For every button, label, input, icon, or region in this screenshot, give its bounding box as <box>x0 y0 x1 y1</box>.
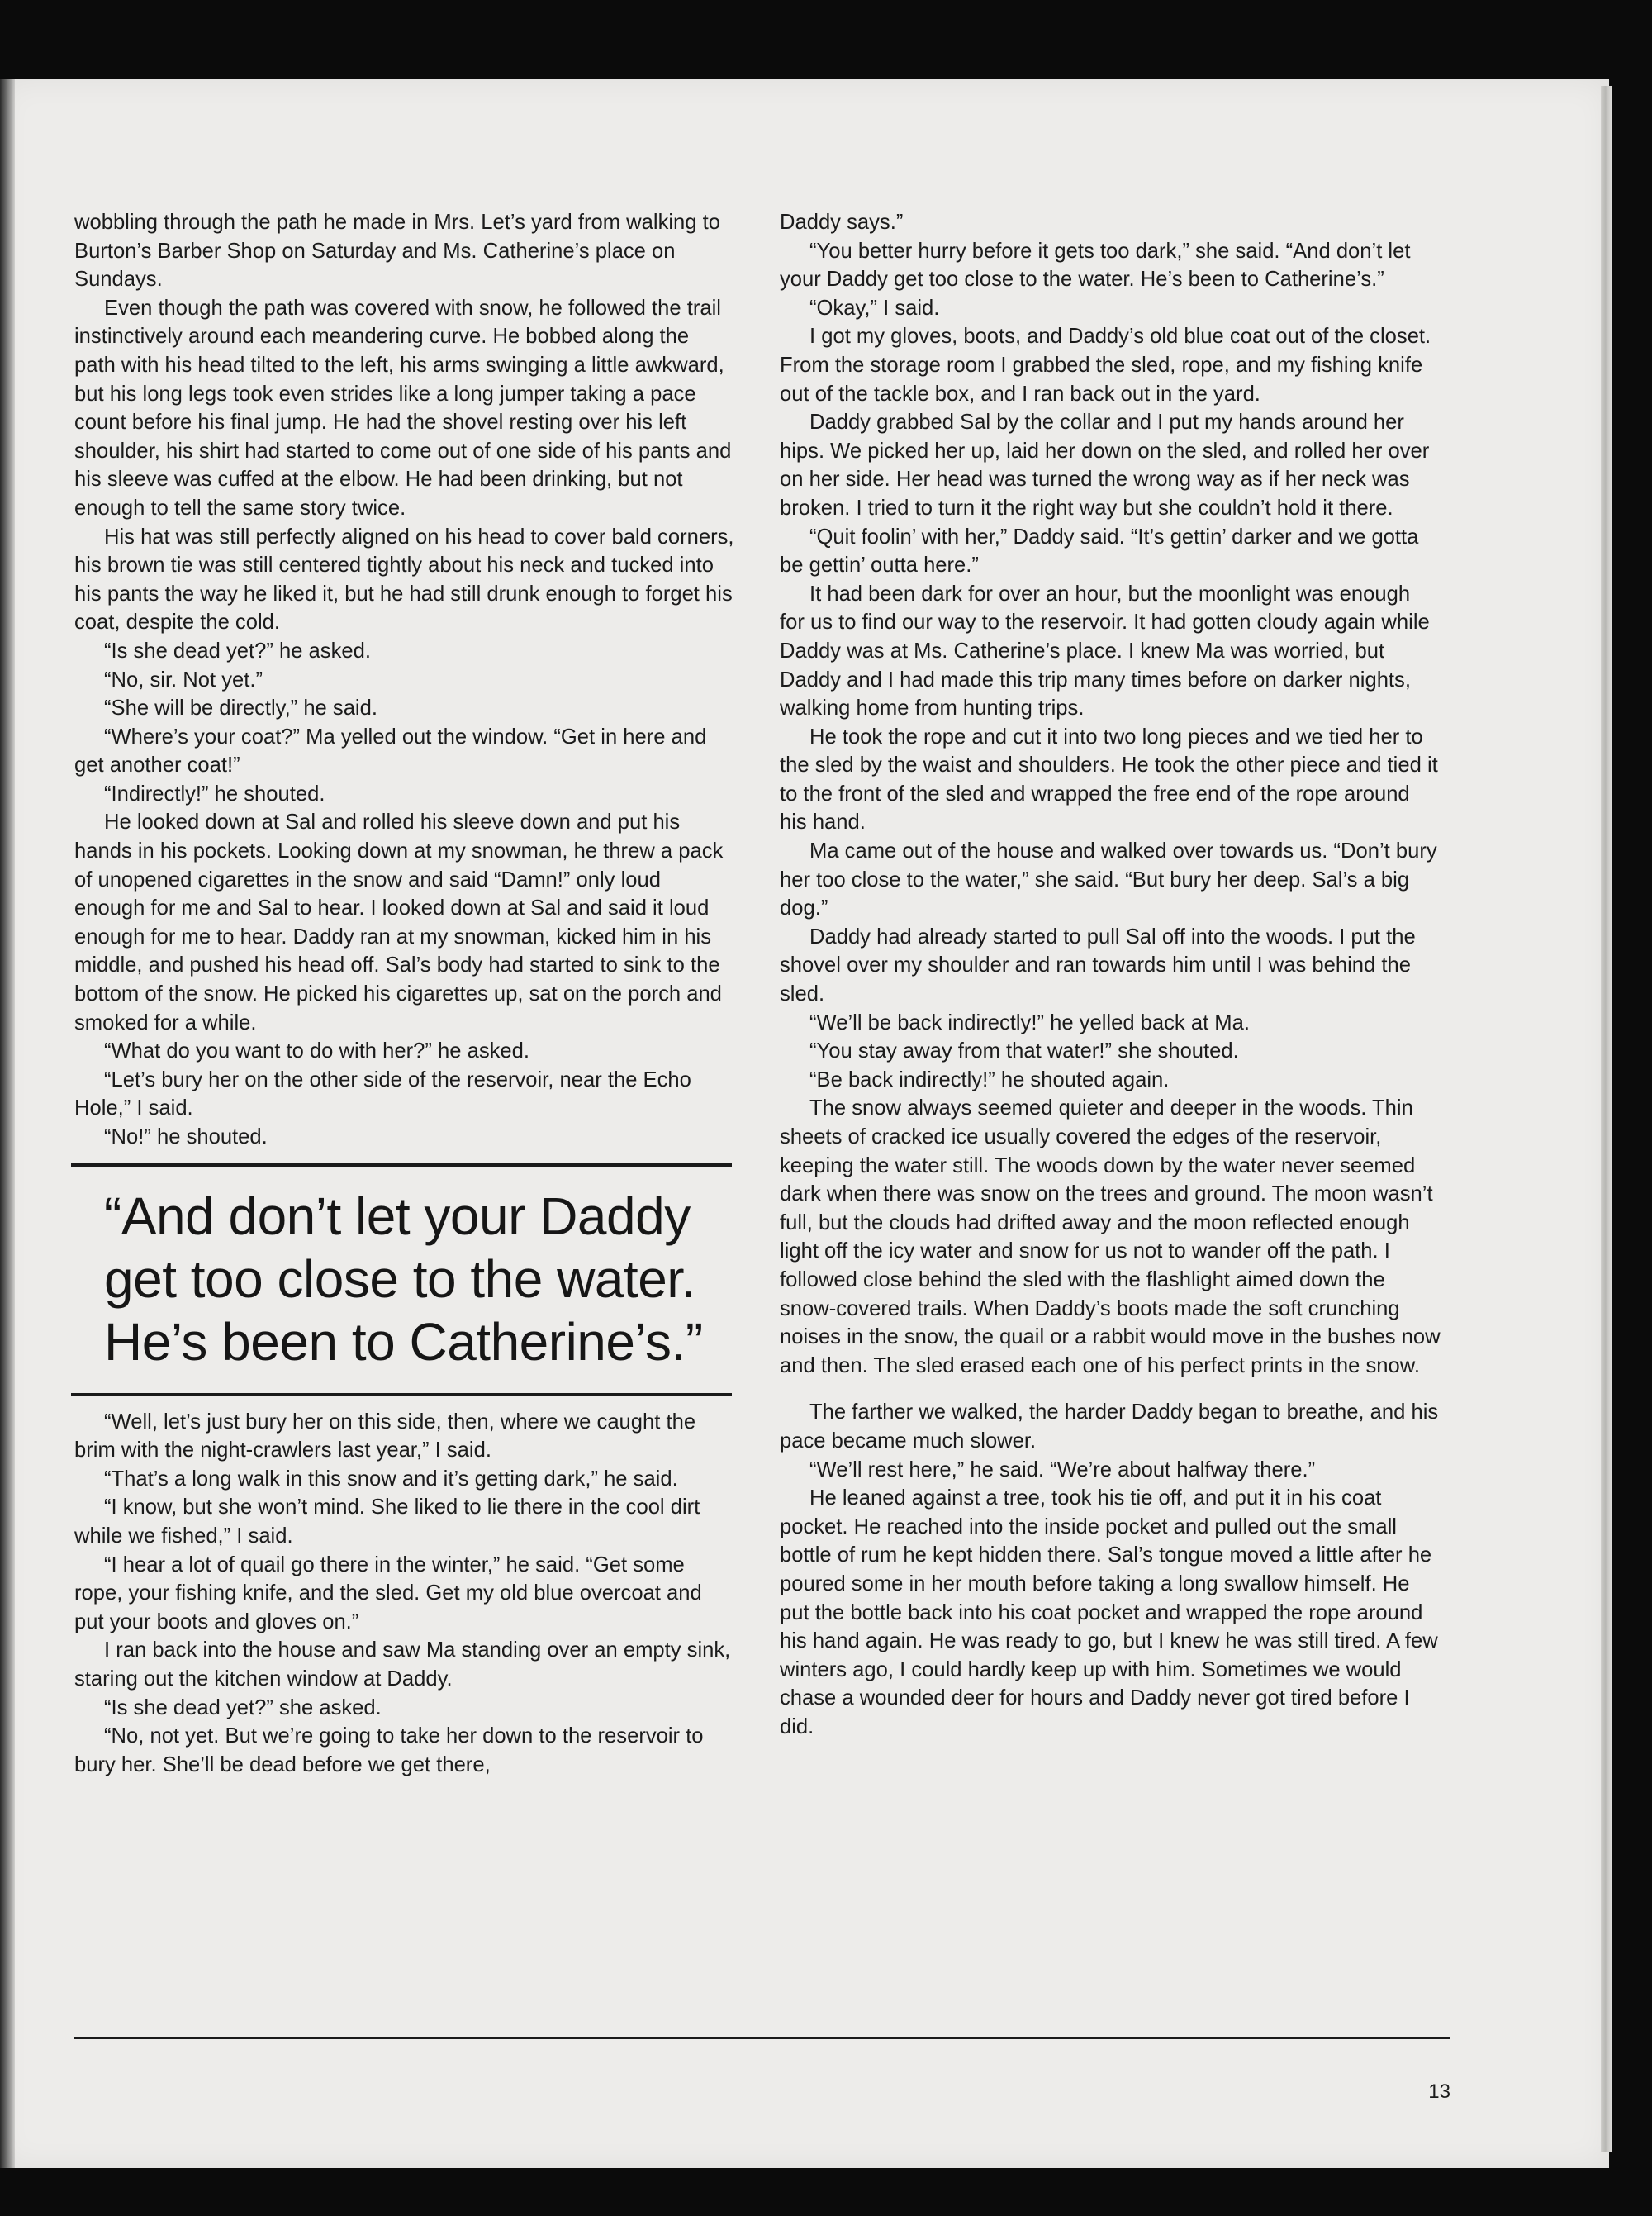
paragraph: He took the rope and cut it into two long pieces and we tied her to the sled by the waist and shoulders. He took the other piece and tied it to the front of the sled and wrapped the free end of the rope around his hand. <box>780 725 1438 835</box>
paragraph: I got my gloves, boots, and Daddy’s old blue coat out of the closet. From the storage room I grabbed the sled, rope, and my fishing knife out of the tackle box, and I ran back out in the yard. <box>780 325 1431 406</box>
paragraph: Even though the path was covered with snow, he followed the trail instinctively around each meandering curve. He bobbed along the path with his head tilted to the left, his arms swinging a little awkward, but his long legs took even strides like a long jumper taking a pace count before his final jump. He had the shovel resting over his left shoulder, his shirt had started to come out of one side of his pants and his sleeve was cuffed at the elbow. He had been drinking, but not enough to tell the same story twice. <box>74 296 732 520</box>
paragraph: Ma came out of the house and walked over towards us. “Don’t bury her too close to the water,” she said. “But bury her deep. Sal’s a big dog.” <box>780 839 1437 920</box>
paragraph: Daddy had already started to pull Sal off into the woods. I put the shovel over my shoulder and ran towards him until I was behind the sled. <box>780 925 1416 1006</box>
paragraph: His hat was still perfectly aligned on his head to cover bald corners, his brown tie was still centered tightly about his neck and tucked into his pants the way he liked it, but he had still drunk enough to forget his coat, despite the cold. <box>74 525 734 635</box>
paragraph: I ran back into the house and saw Ma standing over an empty sink, staring out the kitchen window at Daddy. <box>74 1638 731 1691</box>
paragraph: “Okay,” I said. <box>809 296 940 320</box>
footer-rule <box>74 2037 1450 2039</box>
paragraph: “She will be directly,” he said. <box>104 697 377 720</box>
paragraph: “No!” he shouted. <box>104 1125 268 1148</box>
left-column-top-text <box>74 208 735 1152</box>
paragraph: “Is she dead yet?” he asked. <box>104 639 371 663</box>
paragraph: “You better hurry before it gets too dark,” she said. “And don’t let your Daddy get too close to the water. He’s been to Catherine’s.” <box>780 239 1411 292</box>
right-column <box>780 208 1441 1741</box>
paragraph: “Quit foolin’ with her,” Daddy said. “It’s gettin’ darker and we gotta be gettin’ outta here.” <box>780 525 1419 578</box>
paragraph: The farther we walked, the harder Daddy began to breathe, and his pace became much slower. <box>780 1400 1439 1453</box>
paragraph: He leaned against a tree, took his tie off, and put it in his coat pocket. He reached into the inside pocket and pulled out the small bottle of rum he kept hidden there. Sal’s tongue moved a little after he poured some in her mouth before taking a long swallow himself. He put the bottle back into his coat pocket and wrapped the rope around his hand again. He was ready to go, but I knew he was still tired. A few winters ago, I could hardly keep up with him. Sometimes we would chase a wounded deer for hours and Daddy never got tired before I did. <box>780 1486 1438 1738</box>
binding-shadow <box>0 79 15 2168</box>
paragraph: wobbling through the path he made in Mrs. Let’s yard from walking to Burton’s Barber Shop on Saturday and Ms. Catherine’s place on Sundays. <box>74 211 720 292</box>
paragraph: The snow always seemed quieter and deeper in the woods. Thin sheets of cracked ice usually covered the edges of the reservoir, keeping the water still. The woods down by the water never seemed dark when there was snow on the trees and ground. The moon wasn’t full, but the clouds had drifted away and the moon reflected enough light off the icy water and snow for us not to wander off the path. I followed close behind the sled with the flashlight aimed down the snow-covered trails. When Daddy’s boots made the soft crunching noises in the snow, the quail or a rabbit would move in the bushes now and then. The sled erased each one of his perfect prints in the snow. <box>780 1096 1441 1377</box>
paragraph: Daddy says.” <box>780 211 904 234</box>
paragraph: “That’s a long walk in this snow and it’s getting dark,” he said. <box>104 1467 678 1491</box>
paragraph: “I know, but she won’t mind. She liked to lie there in the cool dirt while we fished,” I said. <box>74 1496 700 1548</box>
paragraph: “Well, let’s just bury her on this side, then, where we caught the brim with the night-crawlers last year,” I said. <box>74 1410 696 1462</box>
paragraph: It had been dark for over an hour, but the moonlight was enough for us to find our way to the reservoir. It had gotten cloudy again while Daddy was at Ms. Catherine’s place. I knew Ma was worried, but Daddy and I had made this trip many times before on darker nights, walking home from hunting trips. <box>780 582 1430 720</box>
paragraph: “You stay away from that water!” she shouted. <box>809 1039 1239 1063</box>
paragraph: “Is she dead yet?” she asked. <box>104 1695 382 1719</box>
page-number: 13 <box>1428 2080 1450 2103</box>
paragraph: “No, sir. Not yet.” <box>104 668 263 692</box>
paragraph: “What do you want to do with her?” he asked. <box>104 1039 529 1063</box>
paragraph: “I hear a lot of quail go there in the winter,” he said. “Get some rope, your fishing knife, and the sled. Get my old blue overcoat and put your boots and gloves on.” <box>74 1553 702 1633</box>
paragraph: “Where’s your coat?” Ma yelled out the window. “Get in here and get another coat!” <box>74 725 707 778</box>
paragraph: “We’ll rest here,” he said. “We’re about halfway there.” <box>809 1458 1316 1481</box>
paragraph: “No, not yet. But we’re going to take her down to the reservoir to bury her. She’ll be dead before we get there, <box>74 1724 704 1776</box>
page-stack-edge <box>1601 86 1612 2152</box>
paragraph: “We’ll be back indirectly!” he yelled back at Ma. <box>809 1011 1250 1034</box>
paragraph: “Let’s bury her on the other side of the reservoir, near the Echo Hole,” I said. <box>74 1068 691 1120</box>
paragraph: “Indirectly!” he shouted. <box>104 782 325 806</box>
left-column-bottom-text <box>74 1408 735 1780</box>
left-column <box>74 208 735 1779</box>
pull-quote: “And don’t let your Daddy get too close to the water. He’s been to Catherine’s.” <box>71 1163 732 1396</box>
paragraph: He looked down at Sal and rolled his sleeve down and put his hands in his pockets. Looking down at my snowman, he threw a pack of unopened cigarettes in the snow and said “Damn!” only loud enough for me and Sal to hear. I looked down at Sal and said it loud enough for me to hear. Daddy ran at my snowman, kicked him in his middle, and pushed his head off. Sal’s body had started to sink to the bottom of the snow. He picked his cigarettes up, sat on the porch and smoked for a while. <box>74 811 724 1034</box>
paragraph: Daddy grabbed Sal by the collar and I put my hands around her hips. We picked her up, laid her down on the sled, and rolled her over on her side. Her head was turned the wrong way as if her neck was broken. I tried to turn it the right way but she couldn’t hold it there. <box>780 411 1430 520</box>
paragraph: “Be back indirectly!” he shouted again. <box>809 1068 1170 1091</box>
